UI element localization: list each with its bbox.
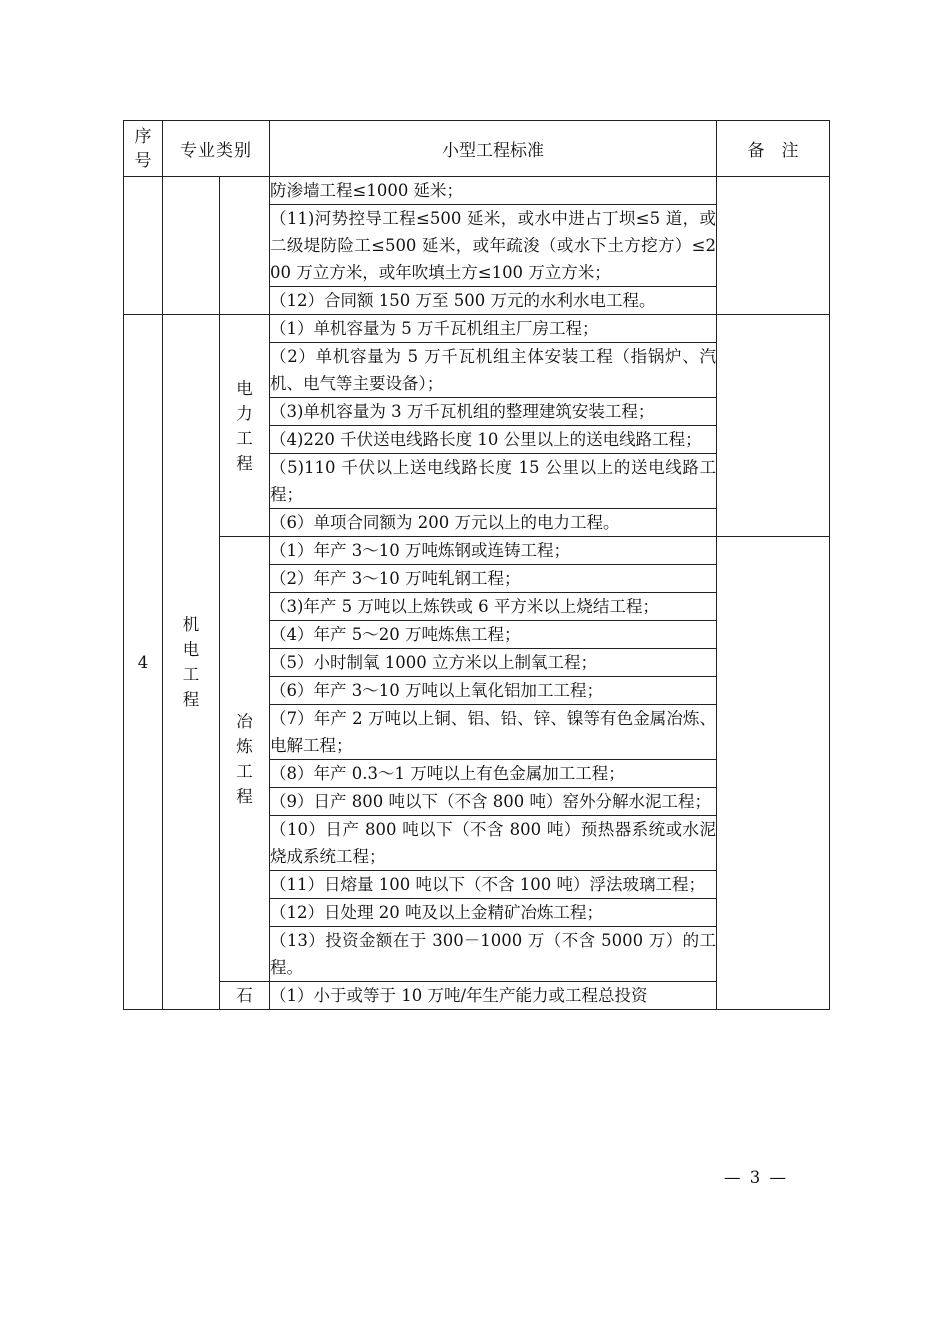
standard-text: （7）年产 2 万吨以上铜、铝、铅、锌、镍等有色金属冶炼、电解工程；: [270, 705, 717, 760]
subcategory-label-metallurgy: 冶炼工程: [236, 712, 253, 806]
table-row: [124, 315, 830, 343]
standard-text: （4)220 千伏送电线路长度 10 公里以上的送电线路工程；: [270, 426, 717, 454]
subcategory-power: [220, 315, 270, 537]
standard-text: （2）年产 3～10 万吨轧钢工程；: [270, 565, 717, 593]
subcategory-label-power: 电力工程: [236, 378, 253, 473]
table-header-row: [124, 121, 830, 177]
header-serial-number-text: 序号: [134, 126, 152, 171]
section-4-serial: 4: [124, 315, 163, 1010]
standard-text: （3)单机容量为 3 万千瓦机组的整理建筑安装工程；: [270, 398, 717, 426]
standards-table: [123, 120, 830, 1010]
header-category: 专业类别: [163, 121, 270, 177]
standard-text: （1）单机容量为 5 万千瓦机组主厂房工程；: [270, 315, 717, 343]
standard-text: （6）年产 3～10 万吨以上氧化铝加工工程；: [270, 677, 717, 705]
standard-text: （4）年产 5～20 万吨炼焦工程；: [270, 621, 717, 649]
standard-text: （1）年产 3～10 万吨炼钢或连铸工程；: [270, 537, 717, 565]
standard-text: （12）合同额 150 万至 500 万元的水利水电工程。: [270, 287, 717, 315]
remark-cell: [717, 537, 830, 1010]
table-row: [124, 177, 830, 205]
standard-text: （11)河势控导工程≤500 延米，或水中进占丁坝≤5 道，或二级堤防险工≤500 延米，或年疏浚（或水下土方挖方）≤200 万立方米，或年吹填土方≤100 万立方米；: [270, 205, 717, 287]
remark-cell: [717, 315, 830, 537]
continued-serial-cell: [124, 177, 163, 315]
standard-text: （3)年产 5 万吨以上炼铁或 6 平方米以上烧结工程；: [270, 593, 717, 621]
standard-text: （1）小于或等于 10 万吨/年生产能力或工程总投资: [270, 982, 717, 1010]
standard-text: （8）年产 0.3～1 万吨以上有色金属加工工程；: [270, 760, 717, 788]
subcategory-petrochemical: 石: [220, 982, 270, 1010]
header-remark: 备 注: [717, 121, 830, 177]
continued-subcategory-cell: [220, 177, 270, 315]
standard-text: （9）日产 800 吨以下（不含 800 吨）窑外分解水泥工程；: [270, 788, 717, 816]
standard-text: （5）小时制氧 1000 立方米以上制氧工程；: [270, 649, 717, 677]
standard-text: （11）日熔量 100 吨以下（不含 100 吨）浮法玻璃工程；: [270, 871, 717, 899]
standard-text: （6）单项合同额为 200 万元以上的电力工程。: [270, 509, 717, 537]
continued-category-cell: [163, 177, 220, 315]
category-label-mechanical-electrical: 机电工程: [182, 615, 200, 709]
standard-text: （5)110 千伏以上送电线路长度 15 公里以上的送电线路工程；: [270, 454, 717, 509]
remark-cell: [717, 177, 830, 315]
section-4-category: [163, 315, 220, 1010]
standard-text: （10）日产 800 吨以下（不含 800 吨）预热器系统或水泥烧成系统工程；: [270, 816, 717, 871]
header-standard: 小型工程标准: [270, 121, 717, 177]
table-row: [124, 537, 830, 565]
header-serial-number: [124, 121, 163, 177]
standard-text: （12）日处理 20 吨及以上金精矿冶炼工程；: [270, 899, 717, 927]
standard-text: 防渗墙工程≤1000 延米；: [270, 177, 717, 205]
standard-text: （13）投资金额在于 300－1000 万（不含 5000 万）的工程。: [270, 927, 717, 982]
page-number: — 3 —: [724, 1168, 788, 1187]
subcategory-metallurgy: [220, 537, 270, 982]
standard-text: （2）单机容量为 5 万千瓦机组主体安装工程（指锅炉、汽机、电气等主要设备）；: [270, 343, 717, 398]
